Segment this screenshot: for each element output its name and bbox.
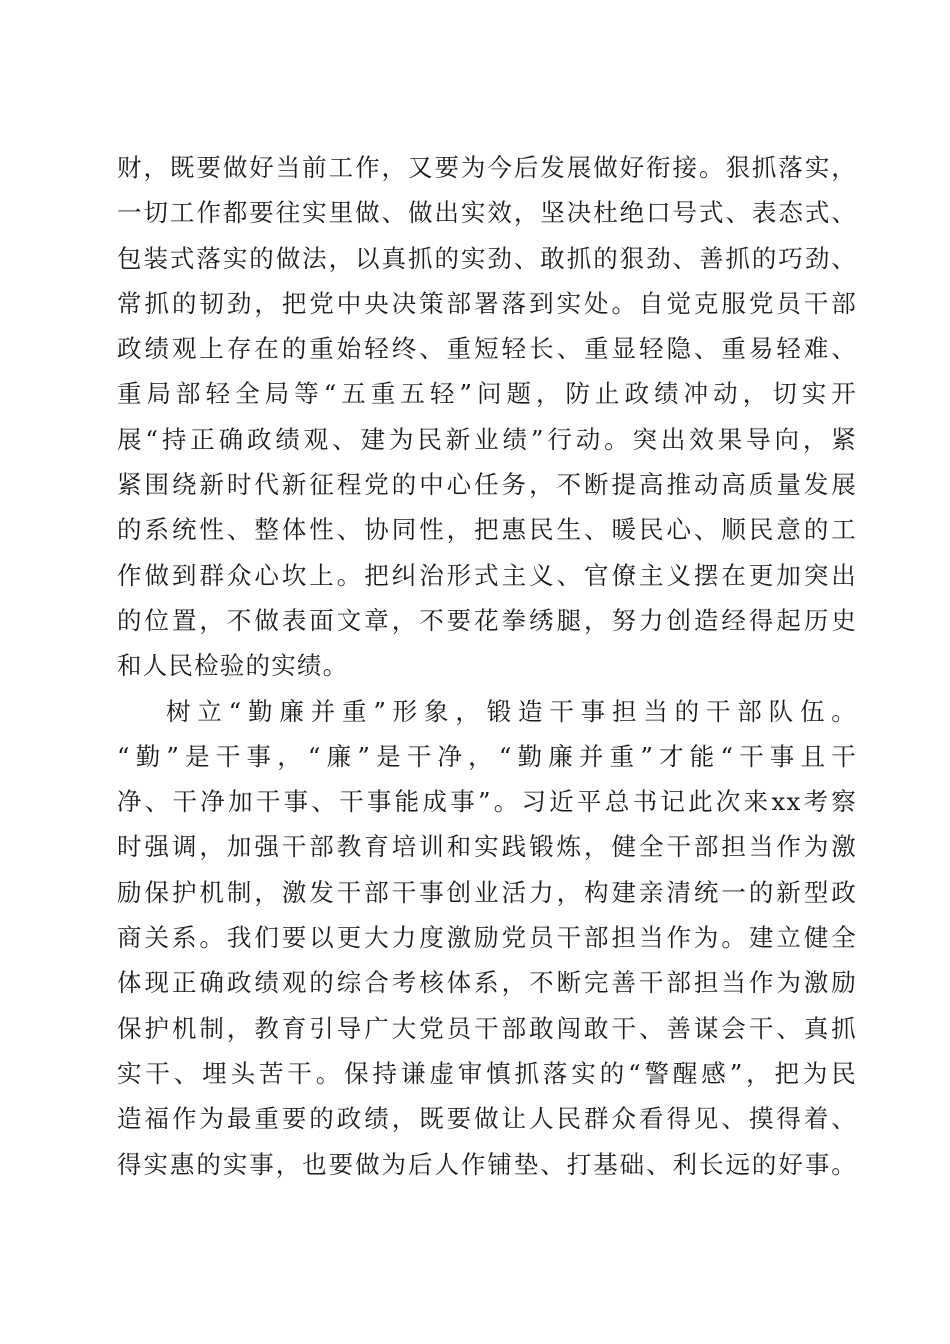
text-line: “勤”是干事，“廉”是干净，“勤廉并重”才能“干事且干 [117, 741, 857, 771]
text-line: 得实惠的实事，也要做为后人作铺垫、打基础、利长远的好事。 [117, 1149, 857, 1179]
text-line: 励保护机制，激发干部干事创业活力，构建亲清统一的新型政 [117, 877, 857, 907]
text-line: 常抓的韧劲，把党中央决策部署落到实处。自觉克服党员干部 [117, 288, 857, 318]
text-line: 包装式落实的做法，以真抓的实劲、敢抓的狠劲、善抓的巧劲、 [117, 243, 857, 273]
text-line: 保护机制，教育引导广大党员干部敢闯敢干、善谋会干、真抓 [117, 1013, 857, 1043]
text-line: 商关系。我们要以更大力度激励党员干部担当作为。建立健全 [117, 923, 857, 953]
text-line: 实干、埋头苦干。保持谦虚审慎抓落实的“警醒感”，把为民 [117, 1058, 857, 1088]
text-line: 体现正确政绩观的综合考核体系，不断完善干部担当作为激励 [117, 968, 857, 998]
text-line: 时强调，加强干部教育培训和实践锻炼，健全干部担当作为激 [117, 832, 857, 862]
text-line: 紧围绕新时代新征程党的中心任务，不断提高推动高质量发展 [117, 470, 857, 500]
text-line: 政绩观上存在的重始轻终、重短轻长、重显轻隐、重易轻难、 [117, 334, 857, 364]
paragraph-heading-line: 树立“勤廉并重”形象，锻造干事担当的干部队伍。 [166, 696, 857, 726]
text-line: 净、干净加干事、干事能成事”。习近平总书记此次来xx考察 [117, 787, 857, 817]
text-line: 展“持正确政绩观、建为民新业绩”行动。突出效果导向，紧 [117, 424, 857, 454]
text-line: 的系统性、整体性、协同性，把惠民生、暖民心、顺民意的工 [117, 515, 857, 545]
text-line: 造福作为最重要的政绩，既要做让人民群众看得见、摸得着、 [117, 1104, 857, 1134]
text-line: 和人民检验的实绩。 [117, 651, 349, 681]
text-line: 一切工作都要往实里做、做出实效，坚决杜绝口号式、表态式、 [117, 198, 857, 228]
text-line: 财，既要做好当前工作，又要为今后发展做好衔接。狠抓落实， [117, 153, 857, 182]
body-text [117, 145, 857, 1187]
text-line: 重局部轻全局等“五重五轻”问题，防止政绩冲动，切实开 [117, 379, 857, 409]
text-line: 的位置，不做表面文章，不要花拳绣腿，努力创造经得起历史 [117, 605, 857, 635]
text-line: 作做到群众心坎上。把纠治形式主义、官僚主义摆在更加突出 [117, 560, 857, 590]
